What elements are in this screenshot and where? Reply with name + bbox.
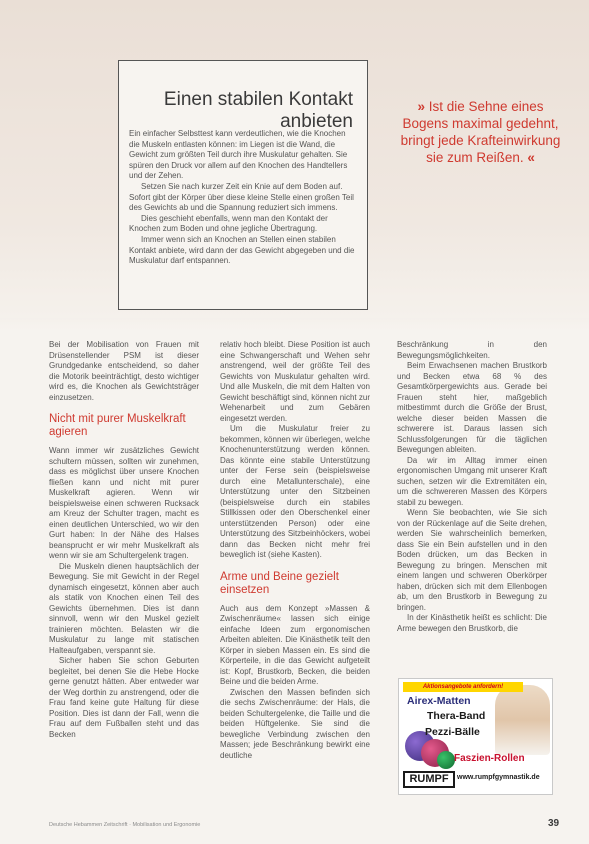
- exercise-ball-icon: [437, 751, 455, 769]
- paragraph: Auch aus dem Konzept »Massen & Zwischenräume« lassen sich einige einfache Ideen zum ergonomischen Arbeiten ableiten. Die Kinästhetik teilt den Körper in sieben Massen ein. Es sind die Körperteile, in die das Gewicht aufgeteilt ist: Kopf, Brustkorb, Becken, die beiden Beine und die beiden Arme.: [220, 603, 370, 686]
- ad-product: Pezzi-Bälle: [425, 726, 480, 738]
- model-photo: [495, 685, 550, 755]
- quote-close-mark: «: [527, 150, 535, 165]
- text-column-1: [49, 340, 199, 740]
- quote-text: Ist die Sehne eines Bogens maximal gedehnt, bringt jede Krafteinwirkung sie zum Reißen.: [400, 99, 561, 165]
- info-box-paragraph: Setzen Sie nach kurzer Zeit ein Knie auf dem Boden auf. Sofort gibt der Körper über diese kleine Stelle einen großen Teil des Gewichts ab und die Spannung reduziert sich immens.: [129, 181, 354, 213]
- ad-product: Airex-Matten: [407, 695, 471, 707]
- subheading: Arme und Beine gezielt einsetzen: [220, 570, 339, 596]
- paragraph: Beim Erwachsenen machen Brustkorb und Becken etwa 68 % des Gesamtkörpergewichts aus. Gerade bei Frauen steht hier, maßgeblich mitbestimmt durch die Größe der Brust, welche dieser beiden Massen die schwerere ist. Daraus lassen sich Schlussfolgerungen für die täglichen Bewegungen ableiten.: [397, 361, 547, 454]
- text-column-2: [220, 340, 370, 761]
- info-box-paragraph: Immer wenn sich an Knochen an Stellen einen stabilen Kontakt anbiete, wird dann der das Gewicht abgegeben und die Muskulatur darf entspannen.: [129, 234, 355, 266]
- pull-quote: [398, 98, 563, 166]
- paragraph: relativ hoch bleibt. Diese Position ist auch eine Schwangerschaft und Wehen sehr anstrengend, weil der größte Teil des Gewichts von Muskulatur gehalten wird. Und alle Muskeln, die mit dem Halten von Gewicht beschäftigt sind, können nicht zur Wehenarbeit und zum Gebären eingesetzt werden.: [220, 340, 370, 423]
- paragraph: Sicher haben Sie schon Geburten begleitet, bei denen Sie die Hebe Hocke gerne genutzt hätten. Aber entweder war der Weg dorthin zu anstrengend, oder die Frau fand keine gute Haltung für diese Position. Dies ist dann der Fall, wenn die Frau auf dem Fußballen steht und das Becken: [49, 656, 199, 739]
- paragraph: Bei der Mobilisation von Frauen mit Drüsenstellender PSM ist dieser Grundgedanke entscheidend, so daher die Motorik beeinträchtigt, desto wichtiger wird es, die Knochen als Gewichtsträger einzusetzen.: [49, 340, 199, 402]
- paragraph: Die Muskeln dienen hauptsächlich der Bewegung. Sie mit Gewicht in der Regel dynamisch eingesetzt, können aber auch als statik von Knochen einen Teil des Gewichts übernehmen. Dies ist dann sinnvoll, wenn wir den Muskel gezielt trainieren möchten. Belasten wir die Muskulatur zu lange mit statischen Halteaufgaben, verspannt sie.: [49, 561, 199, 655]
- text-column-3: [397, 340, 547, 634]
- info-box-paragraph: Dies geschieht ebenfalls, wenn man den Kontakt der Knochen zum Boden und ohne jegliche Übertragung.: [129, 213, 328, 234]
- brand-logo: RUMPF: [403, 771, 455, 788]
- info-box: [118, 60, 368, 310]
- ad-product: Faszien-Rollen: [454, 753, 525, 764]
- advertisement[interactable]: [398, 678, 553, 795]
- paragraph: Um die Muskulatur freier zu bekommen, können wir überlegen, welche Knochenunterstützung werden können. Das könnte eine stabile Unterstützung unter der Ferse sein (beispielsweise durch eine Metallunterschale), eine Unterstützung unter den Sitzbeinen (beispielsweise durch ein stabiles Stillkissen oder den Oberschenkel einer unterstützenden Person) oder eine Unterstützung des Sitzbeinhöckers, wobei dann das Becken nicht mehr frei beweglich ist (siehe Kasten).: [220, 424, 370, 559]
- subheading: Nicht mit purer Muskelkraft agieren: [49, 413, 186, 438]
- paragraph: Beschränkung in den Bewegungsmöglichkeiten.: [397, 340, 547, 360]
- paragraph: In der Kinästhetik heißt es schlicht: Die Arme bewegen den Brustkorb, die: [397, 613, 547, 633]
- page-number: 39: [548, 818, 560, 829]
- info-box-title: Einen stabilen Kontakt anbieten: [163, 88, 353, 132]
- info-box-paragraph: Ein einfacher Selbsttest kann verdeutlichen, wie die Knochen die Muskeln entlasten können: im Liegen ist die Wand, die Gewicht zum größten Teil durch ihre Muskulatur gehalten. Sie spüren den Druck vor allem auf den Knochen des Handtellers und der Zehen.: [129, 129, 348, 181]
- paragraph: Wenn Sie beobachten, wie Sie sich von der Rückenlage auf die Seite drehen, werden Sie wahrscheinlich bemerken, dass Sie ein Bein aufstellen und in den Boden drücken, um das Becken in Bewegung zu bringen. Menschen mit einem langen und schweren Oberkörper haben, drücken sich mit dem Ellenbogen ab, um den Brustkorb in Bewegung zu bringen.: [397, 508, 547, 612]
- paragraph: Wann immer wir zusätzliches Gewicht schultern müssen, sollten wir zunehmen, dass es möglichst über unsere Knochen fließen kann und nicht mit purer Muskelkraft agieren. Wenn wir beispielsweise einen schweren Rucksack am Kreuz der Schulter tragen, macht es einen deutlichen Unterschied, wo wir den Gurt haben: In der Nähe des Halses beansprucht er wir mehr Muskelkraft als wenn wir sie am Schultergelenk tragen.: [49, 446, 199, 560]
- info-box-text: [129, 129, 357, 267]
- page-footer: Deutsche Hebammen Zeitschrift · Mobilisation und Ergonomie: [49, 822, 201, 828]
- paragraph: Da wir im Alltag immer einen ergonomischen Umgang mit unserer Kraft suchen, setzen wir die Extremitäten ein, um die schwereren Massen des Körpers stabil zu bewegen.: [397, 455, 547, 507]
- ad-banner: Aktionsangebote anfordern!: [403, 682, 523, 692]
- ad-url[interactable]: www.rumpfgymnastik.de: [457, 774, 540, 781]
- paragraph: Zwischen den Massen befinden sich die sechs Zwischenräume: der Hals, die beiden Schultergelenke, die Taille und die beiden Hüftgelenke. Sie sind die bewegliche Verbindung zwischen den Massen; jede Beschränkung bewirkt eine deutliche: [220, 687, 370, 760]
- quote-open-mark: »: [417, 99, 425, 114]
- ad-product: Thera-Band: [427, 710, 486, 722]
